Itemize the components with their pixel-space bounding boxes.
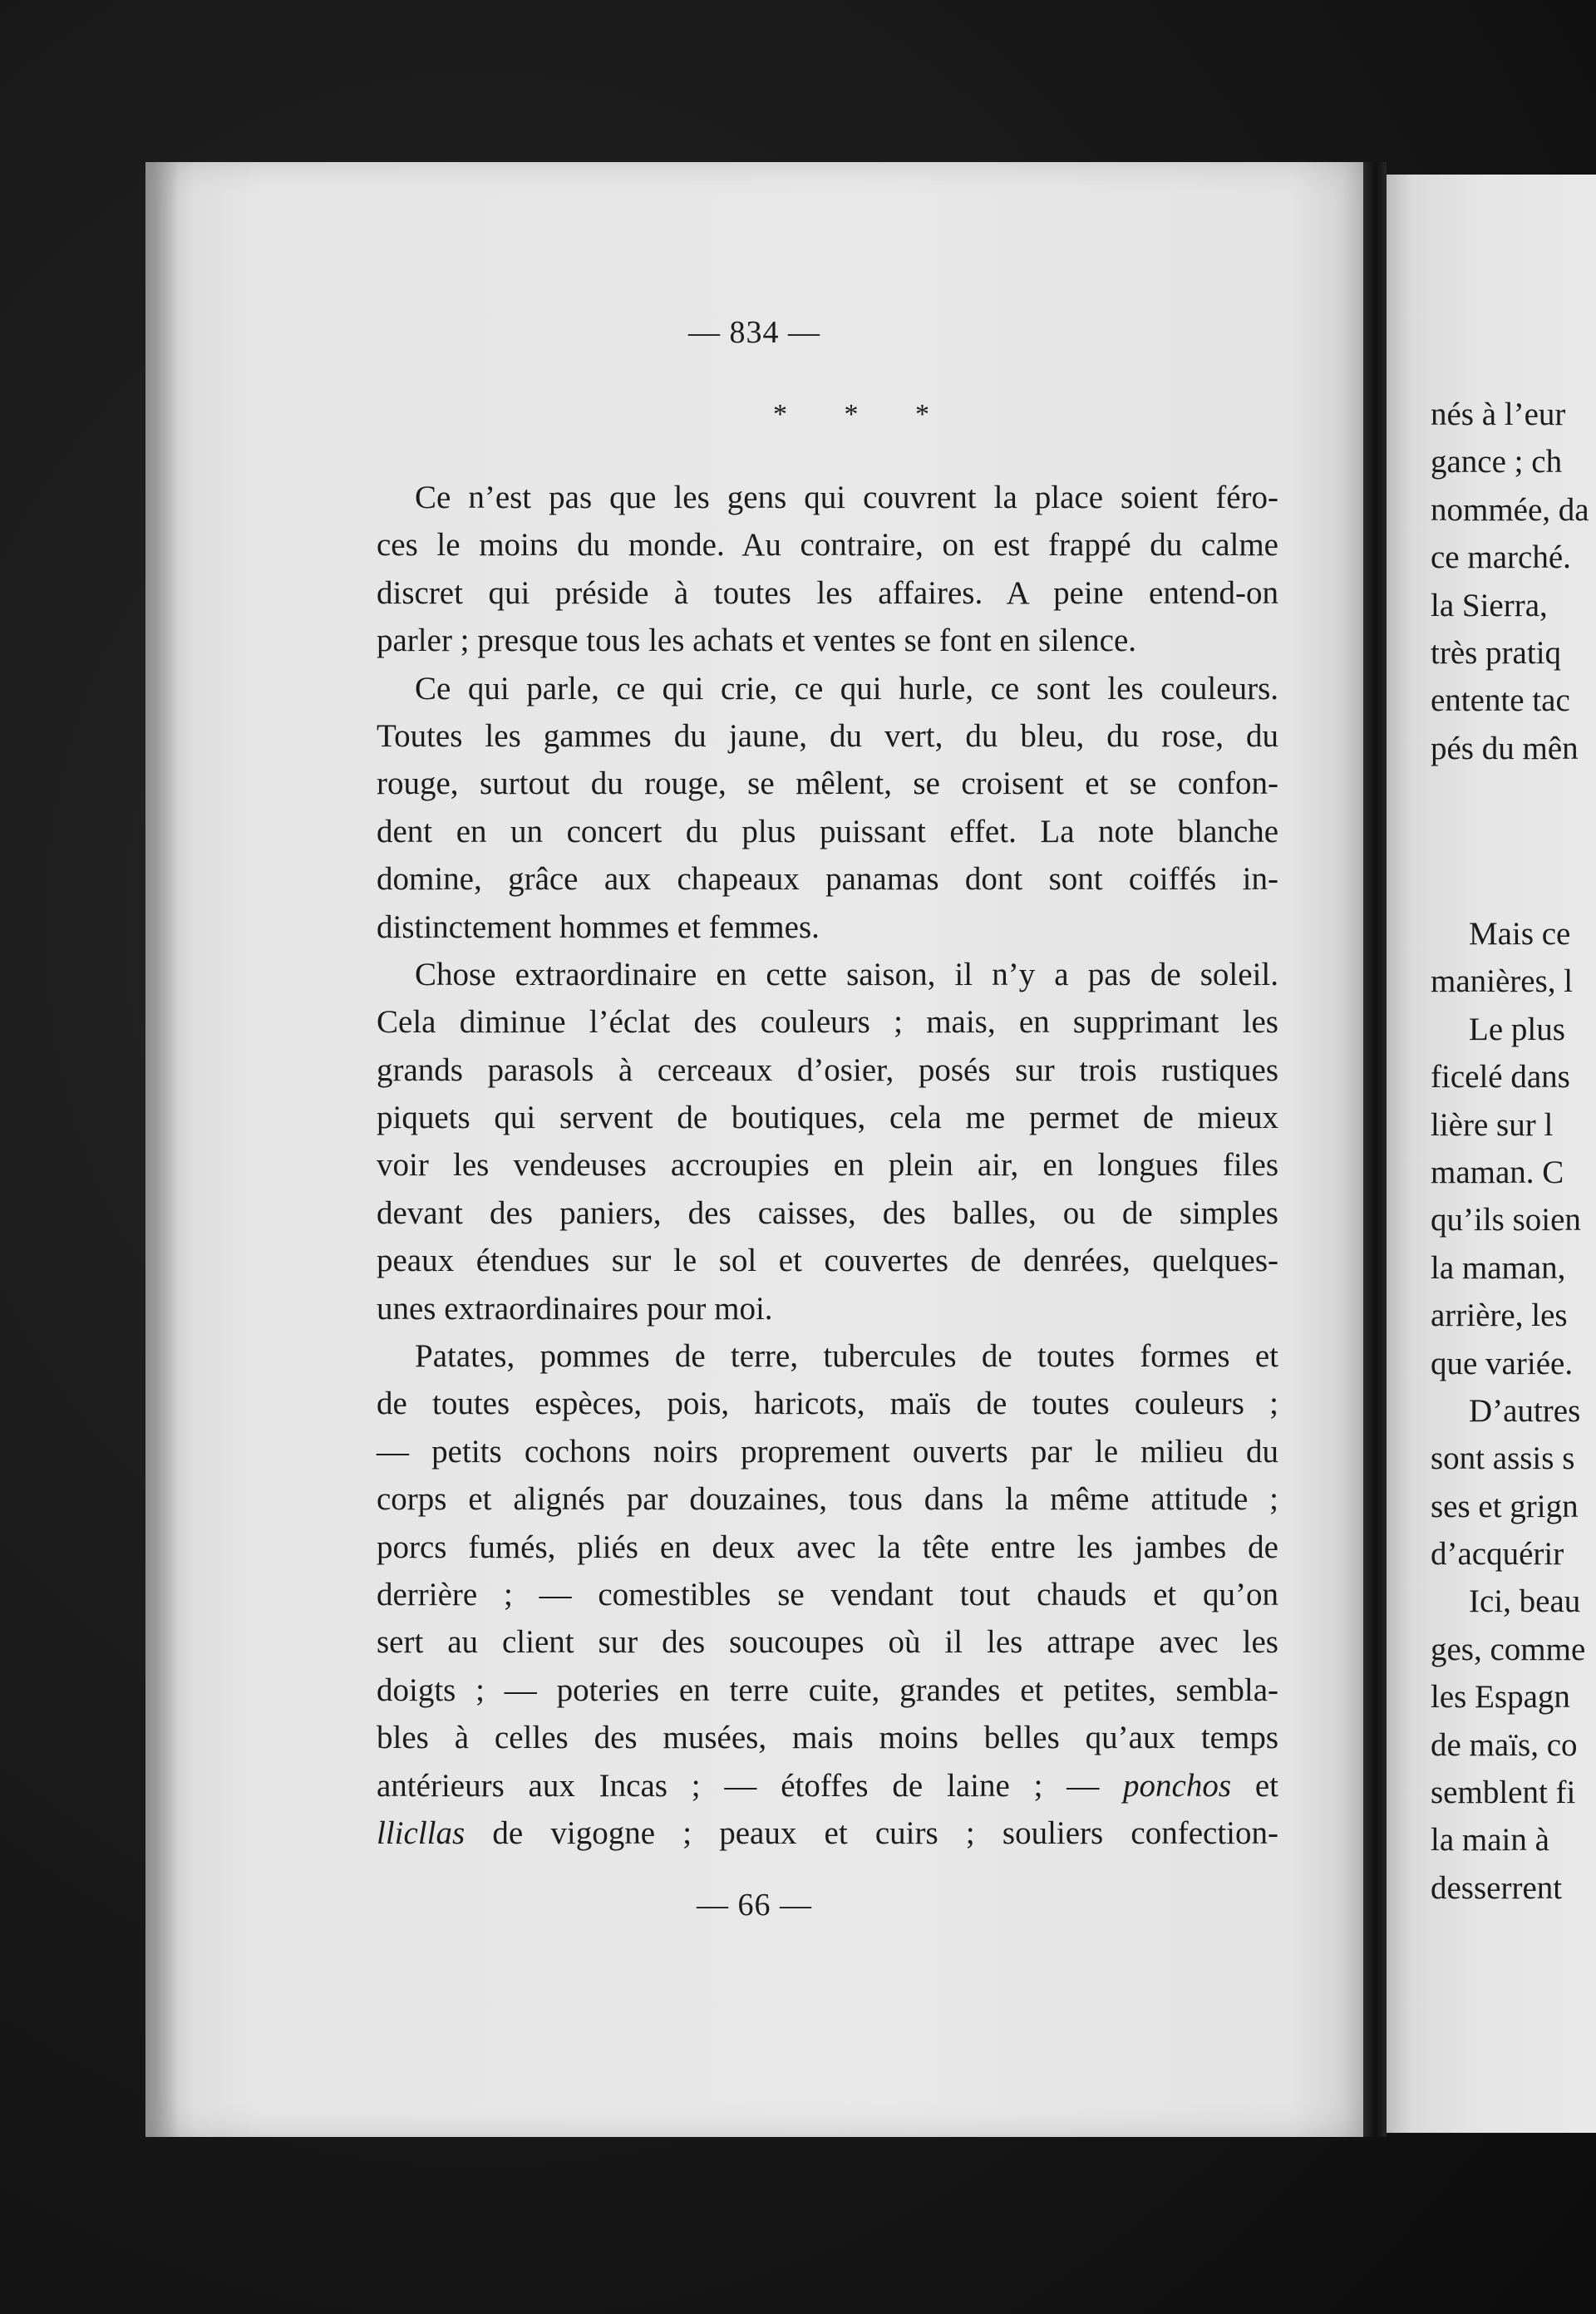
text-line: semblent fi: [1431, 1775, 1576, 1811]
text-line: gance ; ch: [1431, 444, 1563, 480]
text-line: peaux étendues sur le sol et couvertes de denrées, quelques-: [377, 1243, 1278, 1279]
text-line: ce marché.: [1431, 539, 1571, 576]
text-line: domine, grâce aux chapeaux panamas dont sont coiffés in-: [377, 861, 1278, 898]
section-separator: * * *: [773, 399, 954, 430]
text-line: ses et grign: [1431, 1488, 1579, 1524]
text-line: d’acquérir: [1431, 1536, 1564, 1573]
text-line: Cela diminue l’éclat des couleurs ; mais, en supprimant les: [377, 1004, 1278, 1041]
text-line: grands parasols à cerceaux d’osier, posés sur trois rustiques: [377, 1051, 1278, 1088]
text-line: D’autres: [1469, 1392, 1581, 1429]
text-line: devant des paniers, des caisses, des balles, ou de simples: [377, 1194, 1278, 1231]
left-page-body: [377, 474, 1278, 1857]
right-page-upper-text: [1431, 391, 1596, 772]
text-line: derrière ; — comestibles se vendant tout chauds et qu’on: [377, 1576, 1278, 1612]
text-line-italic: llicllas de vigogne ; peaux et cuirs ; souliers confection-: [377, 1814, 1278, 1851]
text-line: Ici, beau: [1469, 1583, 1581, 1620]
text-line: sont assis s: [1431, 1440, 1575, 1477]
text-line: — petits cochons noirs proprement ouverts par le milieu du: [377, 1433, 1278, 1470]
text-line: la Sierra,: [1431, 587, 1548, 623]
text-line: de maïs, co: [1431, 1726, 1578, 1763]
text-line: maman. C: [1431, 1154, 1564, 1190]
text-line: porcs fumés, pliés en deux avec la tête entre les jambes de: [377, 1529, 1278, 1565]
text-line: de toutes espèces, pois, haricots, maïs de toutes couleurs ;: [377, 1386, 1278, 1422]
text-line: ces le moins du monde. Au contraire, on est frappé du calme: [377, 527, 1278, 564]
text-line: corps et alignés par douzaines, tous dans la même attitude ;: [377, 1481, 1278, 1518]
text-line: ficelé dans: [1431, 1059, 1570, 1095]
text-line: ges, comme: [1431, 1631, 1586, 1667]
text-line: la main à: [1431, 1822, 1549, 1859]
text-line: les Espagn: [1431, 1679, 1570, 1716]
text-line: rouge, surtout du rouge, se mêlent, se croisent et se confon-: [377, 766, 1278, 802]
text-line: distinctement hommes et femmes.: [377, 908, 820, 945]
text-line: Mais ce: [1469, 916, 1571, 952]
text-line: voir les vendeuses accroupies en plein air, en longues files: [377, 1147, 1278, 1184]
text-line: bles à celles des musées, mais moins belles qu’aux temps: [377, 1720, 1278, 1756]
text-line: discret qui préside à toutes les affaires. A peine entend-on: [377, 574, 1278, 611]
text-line: qu’ils soien: [1431, 1202, 1581, 1238]
text-line: Le plus: [1469, 1011, 1565, 1047]
text-line-italic: antérieurs aux Incas ; — étoffes de laine ; — ponchos et: [377, 1767, 1278, 1804]
text-line: unes extraordinaires pour moi.: [377, 1290, 773, 1327]
text-line: nés à l’eur: [1431, 396, 1566, 432]
text-line: piquets qui servent de boutiques, cela me permet de mieux: [377, 1100, 1278, 1136]
text-line: très pratiq: [1431, 634, 1562, 671]
page-number-bottom: — 66 —: [697, 1888, 812, 1923]
text-line: doigts ; — poteries en terre cuite, grandes et petites, sembla-: [377, 1671, 1278, 1708]
text-line: entente tac: [1431, 682, 1570, 719]
text-line: lière sur l: [1431, 1106, 1554, 1143]
right-page-lower-text: [1431, 910, 1596, 1912]
text-line: nommée, da: [1431, 491, 1589, 528]
text-line: dent en un concert du plus puissant effet. La note blanche: [377, 813, 1278, 849]
text-line: Ce qui parle, ce qui crie, ce qui hurle, ce sont les couleurs.: [415, 670, 1278, 707]
page-number-top: — 834 —: [688, 315, 820, 350]
text-line: que variée.: [1431, 1345, 1574, 1381]
text-line: parler ; presque tous les achats et ventes se font en silence.: [377, 623, 1137, 659]
text-line: Toutes les gammes du jaune, du vert, du bleu, du rose, du: [377, 717, 1278, 754]
text-line: la maman,: [1431, 1249, 1566, 1286]
text-line: Ce n’est pas que les gens qui couvrent la place soient féro-: [415, 480, 1278, 515]
text-line: sert au client sur des soucoupes où il les attrape avec les: [377, 1624, 1278, 1661]
text-line: manières, l: [1431, 963, 1574, 1000]
text-line: pés du mên: [1431, 730, 1579, 766]
text-line: desserrent: [1431, 1869, 1563, 1906]
text-line: arrière, les: [1431, 1297, 1568, 1334]
text-line: Patates, pommes de terre, tubercules de toutes formes et: [415, 1338, 1278, 1375]
book-gutter: [1363, 162, 1387, 2137]
text-line: Chose extraordinaire en cette saison, il n’y a pas de soleil.: [415, 956, 1278, 992]
